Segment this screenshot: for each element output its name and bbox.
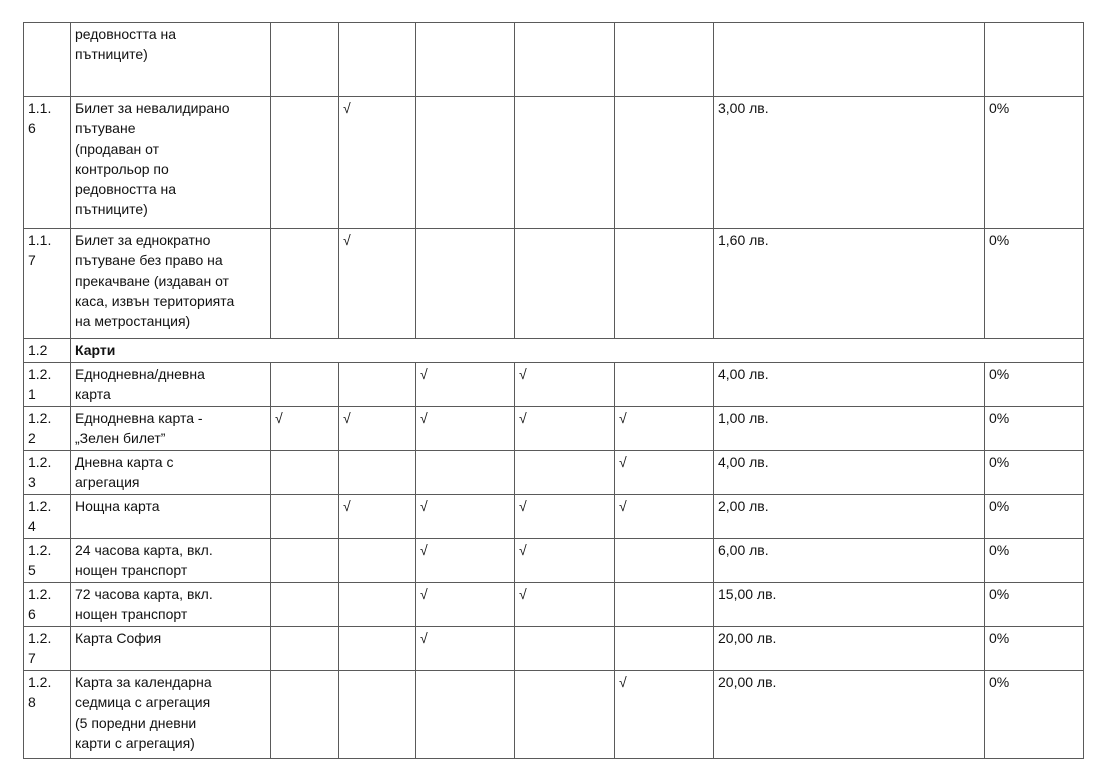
check-mark-5 [615,363,714,407]
check-mark-1 [271,97,339,229]
table-row [24,363,1084,407]
row-number: 1.2. 5 [24,539,71,583]
check-mark-5 [615,583,714,627]
check-mark-3: √ [416,495,515,539]
table-row [24,451,1084,495]
check-mark-2 [339,451,416,495]
row-price: 1,00 лв. [714,407,985,451]
table-row [24,583,1084,627]
description-line: седмица с агрегация [75,694,211,711]
description-line: нощен транспорт [75,606,188,623]
description-line: (продаван от [75,140,160,157]
check-mark-4 [515,451,615,495]
check-mark-3: √ [416,539,515,583]
check-mark-4 [515,229,615,339]
row-vat: 0% [985,451,1084,495]
description-line: редовността на [75,181,177,198]
row-vat: 0% [985,97,1084,229]
description-line: (5 поредни дневни [75,714,197,731]
check-mark-4: √ [515,363,615,407]
description-line: Еднодневна/дневна [75,366,205,382]
description-line: на метростанция) [75,313,191,330]
table-row [24,97,1084,229]
check-mark-3: √ [416,627,515,671]
description-line: нощен транспорт [75,562,188,579]
row-description [71,23,271,97]
check-mark-2 [339,363,416,407]
check-mark-2 [339,627,416,671]
check-mark-4: √ [515,495,615,539]
description-line: пътниците) [75,46,148,63]
check-mark-1 [271,627,339,671]
check-mark-4: √ [515,407,615,451]
row-number: 1.1. 6 [24,97,71,229]
section-title: Карти [71,339,1084,363]
check-mark-1: √ [271,407,339,451]
check-mark-2: √ [339,97,416,229]
row-price: 3,00 лв. [714,97,985,229]
description-line: агрегация [75,474,140,491]
description-line: Еднодневна карта - [75,410,203,426]
description-line: контрольор по [75,160,169,177]
row-number: 1.2. 8 [24,671,71,759]
check-mark-4 [515,671,615,759]
check-mark-5 [615,627,714,671]
description-line: „Зелен билет” [75,430,166,447]
row-description [71,97,271,229]
check-mark-5 [615,23,714,97]
check-mark-4 [515,627,615,671]
check-mark-2: √ [339,229,416,339]
description-line: пътуване [75,120,136,137]
description-line: пътниците) [75,201,148,218]
row-vat: 0% [985,539,1084,583]
check-mark-3 [416,23,515,97]
row-description [71,451,271,495]
description-line: карта [75,386,111,403]
row-description [71,671,271,759]
check-mark-3: √ [416,363,515,407]
check-mark-2: √ [339,407,416,451]
check-mark-1 [271,539,339,583]
check-mark-3 [416,451,515,495]
check-mark-2 [339,539,416,583]
check-mark-3 [416,229,515,339]
check-mark-2 [339,671,416,759]
row-description [71,495,271,539]
section-row [24,339,1084,363]
row-price: 20,00 лв. [714,671,985,759]
row-description [71,363,271,407]
row-number: 1.2. 6 [24,583,71,627]
row-vat: 0% [985,627,1084,671]
row-description [71,627,271,671]
table-row [24,23,1084,97]
row-vat: 0% [985,229,1084,339]
description-line: Карта София [75,630,162,646]
check-mark-3: √ [416,583,515,627]
check-mark-5 [615,97,714,229]
row-vat: 0% [985,495,1084,539]
description-line: 72 часова карта, вкл. [75,586,213,602]
description-line: редовността на [75,26,177,42]
check-mark-4 [515,23,615,97]
description-line: карти с агрегация) [75,734,195,751]
row-number: 1.2. 7 [24,627,71,671]
row-number: 1.2. 1 [24,363,71,407]
check-mark-5: √ [615,407,714,451]
check-mark-2: √ [339,495,416,539]
check-mark-5 [615,229,714,339]
row-vat: 0% [985,583,1084,627]
check-mark-4: √ [515,539,615,583]
check-mark-5 [615,539,714,583]
check-mark-1 [271,495,339,539]
tariff-table [23,22,1084,759]
row-number: 1.2 [24,339,71,363]
check-mark-5: √ [615,495,714,539]
table-row [24,539,1084,583]
check-mark-2 [339,23,416,97]
row-vat: 0% [985,671,1084,759]
check-mark-1 [271,23,339,97]
check-mark-1 [271,229,339,339]
row-price: 4,00 лв. [714,363,985,407]
row-number: 1.1. 7 [24,229,71,339]
description-line: Билет за еднократно [75,232,211,248]
check-mark-1 [271,671,339,759]
row-number: 1.2. 4 [24,495,71,539]
check-mark-5: √ [615,671,714,759]
check-mark-1 [271,583,339,627]
check-mark-4 [515,97,615,229]
description-line: прекачване (издаван от [75,272,229,289]
check-mark-2 [339,583,416,627]
check-mark-3 [416,97,515,229]
table-row [24,229,1084,339]
check-mark-3: √ [416,407,515,451]
description-line: Нощна карта [75,498,160,514]
check-mark-3 [416,671,515,759]
row-price [714,23,985,97]
table-row [24,671,1084,759]
row-price: 6,00 лв. [714,539,985,583]
table-row [24,495,1084,539]
tariff-table-body [24,23,1084,759]
row-number: 1.2. 3 [24,451,71,495]
row-description [71,583,271,627]
description-line: каса, извън територията [75,292,235,309]
row-vat: 0% [985,407,1084,451]
check-mark-4: √ [515,583,615,627]
table-row [24,407,1084,451]
row-number: 1.2. 2 [24,407,71,451]
table-row [24,627,1084,671]
row-price: 15,00 лв. [714,583,985,627]
description-line: пътуване без право на [75,252,223,269]
row-vat: 0% [985,363,1084,407]
row-description [71,229,271,339]
description-line: Карта за календарна [75,674,212,690]
row-description [71,407,271,451]
description-line: 24 часова карта, вкл. [75,542,213,558]
row-number [24,23,71,97]
row-price: 1,60 лв. [714,229,985,339]
row-price: 2,00 лв. [714,495,985,539]
row-vat [985,23,1084,97]
row-price: 20,00 лв. [714,627,985,671]
check-mark-5: √ [615,451,714,495]
check-mark-1 [271,451,339,495]
description-line: Билет за невалидирано [75,100,230,116]
check-mark-1 [271,363,339,407]
description-line: Дневна карта с [75,454,174,470]
row-description [71,539,271,583]
row-price: 4,00 лв. [714,451,985,495]
